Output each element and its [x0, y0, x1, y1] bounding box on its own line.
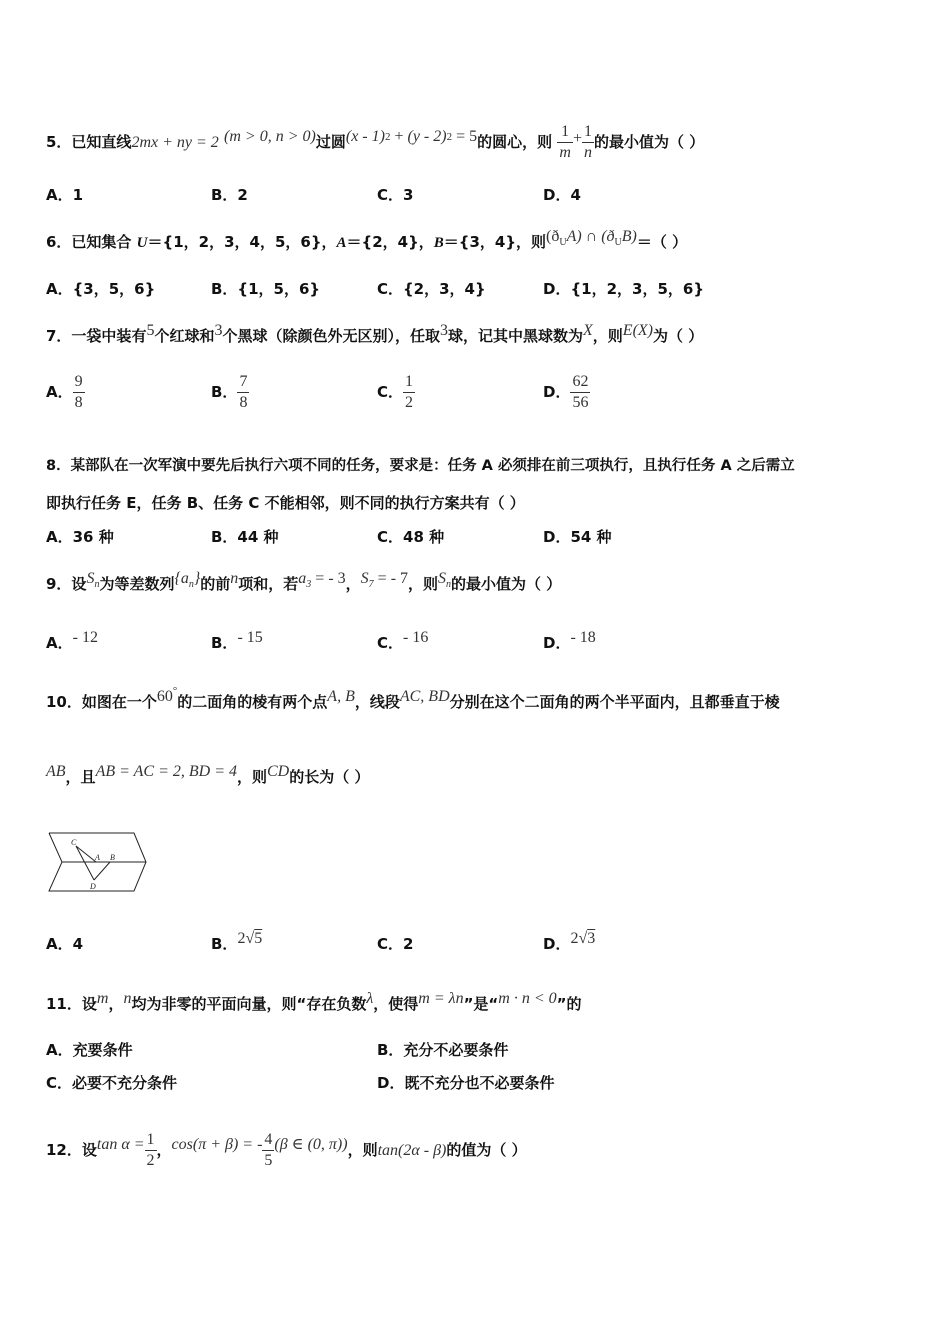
q6-text-a: 6．已知集合: [46, 233, 137, 251]
q7-text-1: 7．一袋中装有: [46, 327, 147, 345]
q5-circle-term-b: (y - 2): [407, 128, 447, 145]
q8-option-c: C．48 种: [377, 528, 445, 546]
q11-text-3: 均为非零的平面向量，则“存在负数: [131, 995, 367, 1013]
q7-variable-x: X: [583, 322, 593, 339]
q5-passes-text: 过圆: [315, 133, 346, 151]
q7-option-c: C． $\frac{1}{2}$: [377, 373, 414, 411]
q11-text-4: ，使得: [373, 995, 419, 1013]
q10-cd: CD: [267, 763, 290, 780]
q6-text-d: ＝{3，4}，则: [443, 233, 546, 251]
question-9: [46, 570, 562, 598]
q7-text-3: 个黑球（除颜色外无区别），任取: [222, 327, 440, 345]
q10-text-5: ，且: [65, 768, 96, 786]
question-12: [46, 1130, 527, 1171]
q7-draw-count: 3: [439, 322, 448, 339]
figure-label-a: A: [95, 853, 100, 862]
q9-a3: $a_3$ = - 3: [298, 570, 346, 590]
question-5: 5．已知直线2mx + ny = 2 (m > 0, n > 0)过圆(x - 1)$^2$ + (y - 2)$^2$ = 5的圆心，则 $\frac{1}{m}$ + $\frac{1}{n}$ 的最小值为（ ）: [46, 123, 705, 161]
q11-text-1: 11．设: [46, 995, 97, 1013]
q6-set-u: U: [136, 235, 148, 251]
q10-text-4: 分别在这个二面角的两个半平面内，且都垂直于棱: [449, 693, 780, 711]
q12-fraction-one-half: $\frac{1}{2}$: [146, 1131, 155, 1169]
q11-text-2: ，: [108, 995, 124, 1013]
q7-text-6: 为（ ）: [653, 327, 704, 345]
q5-fraction-1-over-m: $\frac{1}{m}$: [559, 123, 571, 161]
q5-suffix: 的最小值为（ ）: [593, 133, 705, 151]
figure-label-c: C: [71, 838, 77, 847]
question-8-line-1: 8．某部队在一次军演中要先后执行六项不同的任务，要求是：任务 A 必须排在前三项执行，且执行任务 A 之后需立: [46, 458, 795, 474]
q10-option-a: A．4: [46, 935, 84, 953]
q5-exponent-2: 2: [446, 131, 453, 143]
q5-option-c: C．3: [377, 186, 414, 204]
q7-text-4: 球，记其中黑球数为: [447, 327, 583, 345]
q6-option-a: A．{3，5，6}: [46, 280, 156, 298]
q7-option-a: A． $\frac{9}{8}$: [46, 373, 83, 411]
q9-text-6: 的最小值为（ ）: [451, 575, 562, 593]
figure-segment-bd: [94, 862, 110, 880]
question-8-line-2: 即执行任务 E，任务 B、任务 C 不能相邻，则不同的执行方案共有（ ）: [46, 494, 525, 512]
q7-option-d: D． $\frac{62}{56}$: [543, 373, 589, 411]
q11-option-d: D．既不充分也不必要条件: [377, 1074, 555, 1092]
q11-dot-product: m · n < 0: [498, 990, 557, 1007]
q5-center-text: 的圆心，则: [477, 133, 553, 151]
q9-sequence: $\{a_n\}$: [174, 570, 201, 590]
q9-sn: $S_n$: [86, 570, 100, 590]
q10-edge-ab: AB: [46, 763, 66, 780]
figure-label-b: B: [110, 853, 115, 862]
q6-text-e: ＝（ ）: [636, 233, 688, 251]
q10-text-6: ，则: [236, 768, 267, 786]
q5-condition: (m > 0, n > 0): [224, 128, 316, 145]
q6-set-b: B: [433, 235, 444, 251]
q5-exponent-1: 2: [384, 131, 391, 143]
q12-cos-expr: cos(π + β) = -: [171, 1136, 263, 1153]
q6-text-b: ＝{1，2，3，4，5，6}，: [147, 233, 337, 251]
q11-equation: m = λn: [418, 990, 464, 1007]
q11-text-6: ”的: [556, 995, 582, 1013]
q6-text-c: ＝{2，4}，: [346, 233, 434, 251]
q11-vector-n: n: [123, 990, 132, 1007]
q5-plus: +: [390, 128, 408, 145]
q6-option-b: B．{1，5，6}: [211, 280, 321, 298]
q6-set-a: A: [336, 235, 347, 251]
q5-equals-5: = 5: [452, 128, 478, 145]
q11-lambda: λ: [366, 990, 374, 1007]
q11-text-5: ”是“: [463, 995, 499, 1013]
q5-option-b: B．2: [211, 186, 248, 204]
q9-option-a: A．- 12: [46, 629, 98, 652]
q12-fraction-four-fifths: $\frac{4}{5}$: [264, 1131, 273, 1169]
q9-s7: $S_7$ = - 7: [360, 570, 409, 590]
figure-segment-cd: [76, 846, 94, 880]
q10-points-ab: A, B: [327, 688, 355, 705]
q11-vector-m: m: [96, 990, 109, 1007]
q7-text-5: ，则: [592, 327, 623, 345]
q8-option-d: D．54 种: [543, 528, 612, 546]
q5-prefix: 5．已知直线: [46, 133, 132, 151]
q9-text-5: ，则: [408, 575, 439, 593]
q10-option-c: C．2: [377, 935, 414, 953]
q9-n: n: [230, 570, 239, 587]
q9-text-3: 的前: [200, 575, 231, 593]
q12-tan-alpha: tan α =: [96, 1136, 145, 1153]
dihedral-angle-figure: [46, 828, 150, 896]
q6-option-d: D．{1，2，3，5，6}: [543, 280, 704, 298]
q10-text-2: 的二面角的棱有两个点: [177, 693, 328, 711]
q10-option-d: D．2√3: [543, 930, 596, 953]
q7-option-b: B． $\frac{7}{8}$: [211, 373, 248, 411]
q6-option-c: C．{2，3，4}: [377, 280, 486, 298]
q12-text-3: ，则: [347, 1141, 378, 1159]
question-11: [46, 990, 582, 1016]
q11-option-a: A．充要条件: [46, 1041, 133, 1059]
figure-segment-ac: [76, 846, 96, 862]
q9-text-4: 项和，若: [238, 575, 299, 593]
q9-text-1: 9．设: [46, 575, 87, 593]
q5-option-a: A．1: [46, 186, 84, 204]
q11-option-b: B．充分不必要条件: [377, 1041, 509, 1059]
q5-option-d: D．4: [543, 186, 581, 204]
question-10-line-1: [46, 685, 780, 715]
q9-option-b: B．- 15: [211, 629, 263, 652]
question-6: [46, 228, 688, 256]
q5-fraction-1-over-n: $\frac{1}{n}$: [583, 123, 592, 161]
q10-segments: AC, BD: [399, 688, 450, 705]
q5-line-equation: 2mx + ny = 2: [131, 134, 219, 151]
q10-text-1: 10．如图在一个: [46, 693, 157, 711]
q12-text-4: 的值为（ ）: [446, 1141, 527, 1159]
q7-red-count: 5: [146, 322, 155, 339]
q11-option-c: C．必要不充分条件: [46, 1074, 178, 1092]
q8-option-b: B．44 种: [211, 528, 279, 546]
q6-complement-expr: $(ð_UA)$ ∩ $(ð_UB)$: [546, 228, 637, 248]
q12-beta-range: (β ∈ (0, π)): [274, 1136, 348, 1153]
q10-text-7: 的长为（ ）: [289, 768, 370, 786]
q12-text-1: 12．设: [46, 1141, 97, 1159]
q9-comma: ，: [345, 575, 361, 593]
q12-text-2: ，: [156, 1141, 172, 1159]
q9-text-2: 为等差数列: [99, 575, 175, 593]
q5-circle-term-a: (x - 1): [345, 128, 385, 145]
q10-angle: 60°: [156, 685, 178, 705]
q10-option-b: B．2√5: [211, 930, 263, 953]
q10-text-3: ，线段: [354, 693, 400, 711]
q7-black-count: 3: [214, 322, 223, 339]
q10-lengths: AB = AC = 2, BD = 4: [95, 763, 237, 780]
question-10-line-2: [46, 763, 370, 789]
q7-expectation: E(X): [622, 322, 653, 339]
q8-option-a: A．36 种: [46, 528, 114, 546]
question-7: [46, 322, 704, 348]
q12-target-expr: tan(2α - β): [377, 1142, 447, 1159]
q7-text-2: 个红球和: [154, 327, 215, 345]
q9-option-d: D．- 18: [543, 629, 596, 652]
q9-sn-2: $S_n$: [438, 570, 452, 590]
q9-option-c: C．- 16: [377, 629, 429, 652]
figure-label-d: D: [90, 882, 96, 891]
